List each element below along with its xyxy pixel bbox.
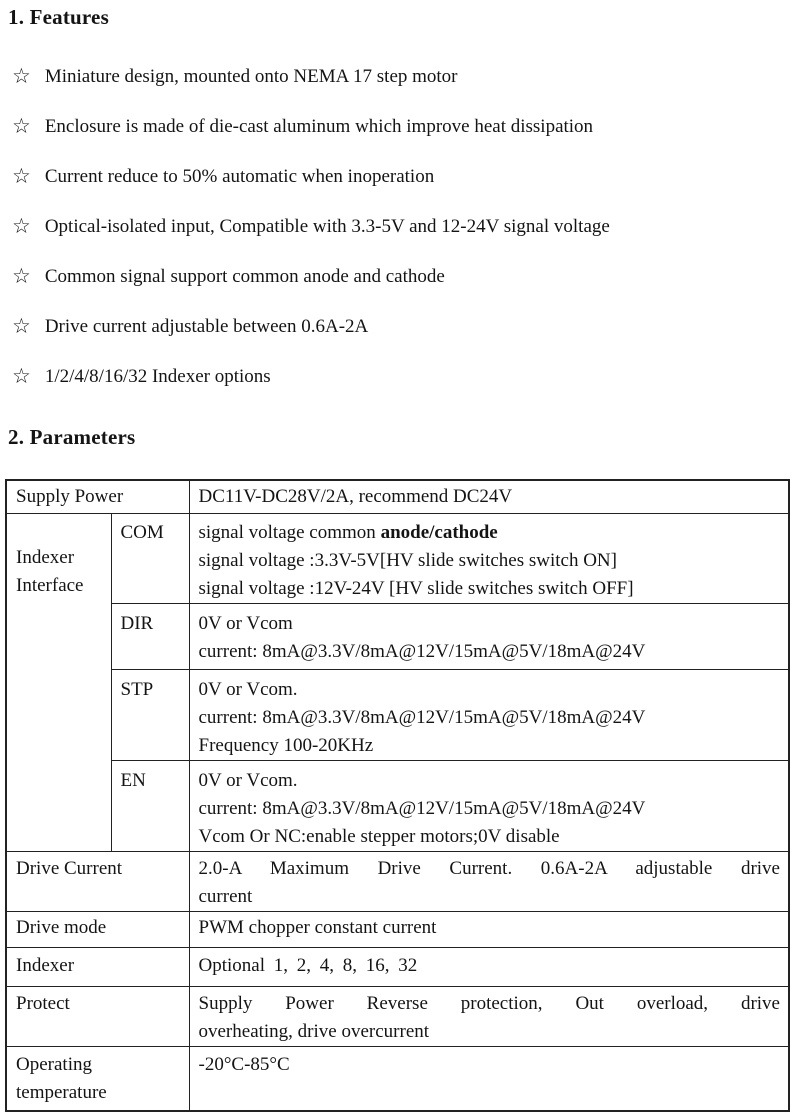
star-icon: ☆ xyxy=(12,213,31,238)
table-row xyxy=(6,986,789,1046)
features-list xyxy=(12,52,792,402)
value-line: 2.0-A Maximum Drive Current. 0.6A-2A adjustable drive xyxy=(198,857,780,879)
value-line: 0V or Vcom xyxy=(198,612,293,634)
value-line xyxy=(199,519,781,547)
feature-text: Current reduce to 50% automatic when inoperation xyxy=(44,166,435,187)
label-line: Operating xyxy=(16,1053,92,1075)
star-icon: ☆ xyxy=(12,113,31,138)
star-icon: ☆ xyxy=(12,313,31,338)
table-row xyxy=(6,603,789,669)
signal-key-en: EN xyxy=(111,760,189,851)
feature-item xyxy=(12,352,792,402)
star-icon: ☆ xyxy=(12,63,31,88)
signal-key-dir: DIR xyxy=(111,603,189,669)
table-row xyxy=(6,947,789,986)
parameters-heading: 2. Parameters xyxy=(8,425,136,449)
param-label-supply-power: Supply Power xyxy=(6,480,189,513)
value-line: current: 8mA@3.3V/8mA@12V/15mA@5V/18mA@24V xyxy=(198,640,646,662)
param-value-supply-power: DC11V-DC28V/2A, recommend DC24V xyxy=(189,480,789,513)
parameters-table xyxy=(5,479,790,1112)
feature-item xyxy=(12,202,792,252)
param-label-protect: Protect xyxy=(6,986,189,1046)
value-line: Frequency 100-20KHz xyxy=(198,734,374,756)
table-row xyxy=(6,1046,789,1111)
value-line: signal voltage :12V-24V [HV slide switches switch OFF] xyxy=(198,577,634,599)
param-value-drive-mode: PWM chopper constant current xyxy=(189,911,789,947)
param-value-en xyxy=(189,760,789,851)
value-line: Supply Power Reverse protection, Out overload, drive xyxy=(198,992,780,1014)
param-value-dir xyxy=(189,603,789,669)
label-line: Interface xyxy=(16,574,84,596)
param-value-stp xyxy=(189,669,789,760)
param-value-protect xyxy=(189,986,789,1046)
param-label-drive-mode: Drive mode xyxy=(6,911,189,947)
table-row xyxy=(6,669,789,760)
feature-text: Drive current adjustable between 0.6A-2A xyxy=(44,316,369,337)
param-value-indexer: Optional 1, 2, 4, 8, 16, 32 xyxy=(189,947,789,986)
param-value-operating-temperature: -20°C-85°C xyxy=(189,1046,789,1111)
value-line: 0V or Vcom. xyxy=(198,678,298,700)
feature-item xyxy=(12,52,792,102)
param-label-operating-temperature xyxy=(6,1046,189,1111)
param-label-drive-current: Drive Current xyxy=(6,851,189,911)
signal-key-stp: STP xyxy=(111,669,189,760)
value-line: Vcom Or NC:enable stepper motors;0V disable xyxy=(198,825,560,847)
label-line: temperature xyxy=(16,1081,107,1103)
value-line: signal voltage :3.3V-5V[HV slide switches switch ON] xyxy=(198,549,617,571)
feature-text: Optical-isolated input, Compatible with 3.3-5V and 12-24V signal voltage xyxy=(44,216,610,237)
feature-item xyxy=(12,252,792,302)
param-value-drive-current xyxy=(189,851,789,911)
feature-text: Common signal support common anode and cathode xyxy=(44,266,445,287)
value-line: overheating, drive overcurrent xyxy=(198,1020,430,1042)
value-text: signal voltage common xyxy=(198,521,381,543)
feature-text: Miniature design, mounted onto NEMA 17 step motor xyxy=(44,66,458,87)
param-label-indexer: Indexer xyxy=(6,947,189,986)
feature-item xyxy=(12,102,792,152)
table-row xyxy=(6,513,789,603)
features-heading: 1. Features xyxy=(8,5,109,29)
param-value-com xyxy=(189,513,789,603)
feature-item xyxy=(12,302,792,352)
star-icon: ☆ xyxy=(12,163,31,188)
value-line: current: 8mA@3.3V/8mA@12V/15mA@5V/18mA@24V xyxy=(198,706,646,728)
value-line: current: 8mA@3.3V/8mA@12V/15mA@5V/18mA@24V xyxy=(198,797,646,819)
table-row xyxy=(6,851,789,911)
table-row xyxy=(6,760,789,851)
feature-item xyxy=(12,152,792,202)
star-icon: ☆ xyxy=(12,363,31,388)
value-line: 0V or Vcom. xyxy=(198,769,298,791)
label-line: Indexer xyxy=(16,546,75,568)
star-icon: ☆ xyxy=(12,263,31,288)
feature-text: Enclosure is made of die-cast aluminum which improve heat dissipation xyxy=(44,116,594,137)
feature-text: 1/2/4/8/16/32 Indexer options xyxy=(44,366,271,387)
value-line: current xyxy=(198,885,253,907)
signal-key-com: COM xyxy=(111,513,189,603)
table-row xyxy=(6,480,789,513)
value-text-bold: anode/cathode xyxy=(380,521,498,543)
param-label-indexer-interface xyxy=(6,513,111,851)
table-row xyxy=(6,911,789,947)
